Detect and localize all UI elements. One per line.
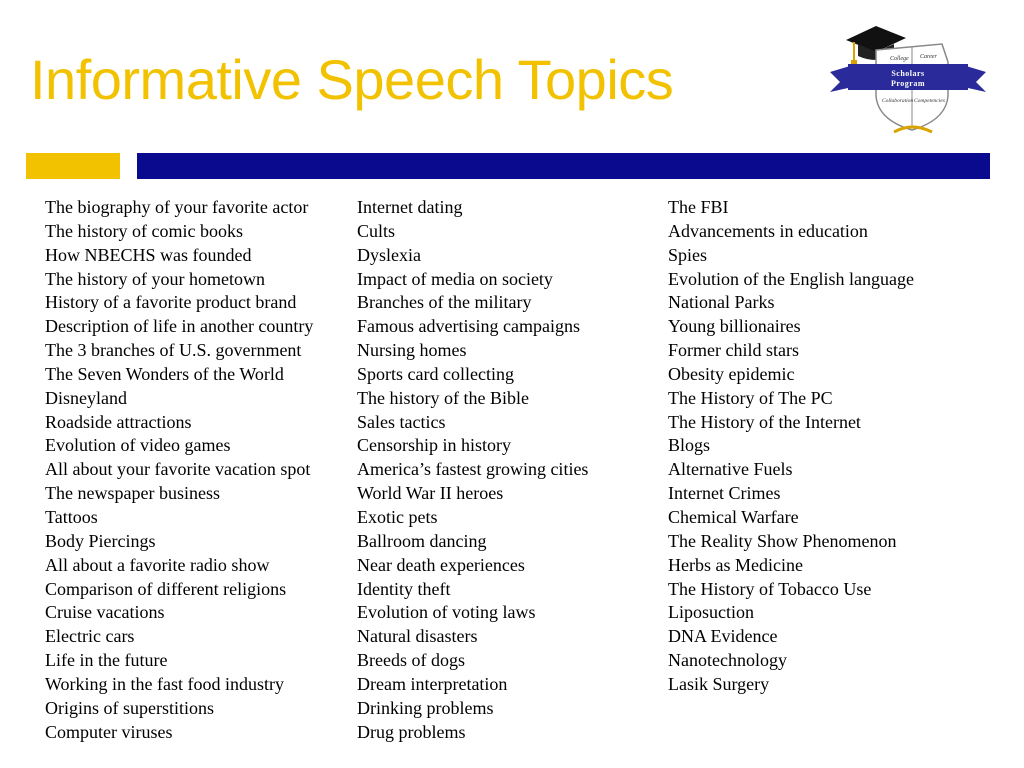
topic-item: Chemical Warfare [668, 506, 799, 527]
topic-item: World War II heroes [357, 483, 504, 504]
topic-item: The history of your hometown [45, 268, 265, 289]
logo-banner-line1: Scholars [891, 69, 925, 78]
topic-item: Evolution of the English language [668, 268, 914, 289]
topic-item: Famous advertising campaigns [357, 316, 580, 337]
topic-item: Sports card collecting [357, 363, 514, 384]
topic-item: Cruise vacations [45, 602, 165, 623]
topic-item: Dream interpretation [357, 673, 508, 694]
topic-item: Drinking problems [357, 697, 494, 718]
topic-item: Internet dating [357, 197, 463, 217]
topic-item: Former child stars [668, 340, 799, 361]
topic-item: The Seven Wonders of the World [45, 363, 284, 384]
topic-item: The Reality Show Phenomenon [668, 530, 897, 551]
topic-item: The History of The PC [668, 387, 833, 408]
topic-item: Working in the fast food industry [45, 673, 285, 694]
topic-column-1 [45, 196, 313, 744]
topic-item: Liposuction [668, 602, 754, 623]
logo-college-label: College [890, 56, 909, 62]
topic-item: The History of Tobacco Use [668, 578, 872, 599]
topic-item: Impact of media on society [357, 268, 553, 289]
topic-item: Ballroom dancing [357, 530, 487, 551]
topic-item: Internet Crimes [668, 483, 781, 504]
topic-item: America’s fastest growing cities [357, 459, 589, 480]
topic-item: Herbs as Medicine [668, 554, 803, 575]
accent-bar [26, 153, 120, 179]
topic-item: Roadside attractions [45, 411, 192, 432]
logo-banner-line2: Program [890, 79, 926, 88]
topic-item: Cults [357, 220, 396, 241]
topic-item: Nursing homes [357, 340, 467, 361]
topic-item: The History of the Internet [668, 411, 861, 432]
topic-item: Young billionaires [668, 316, 801, 337]
topic-item: Sales tactics [357, 411, 446, 432]
topic-item: Electric cars [45, 626, 135, 647]
topic-item: History of a favorite product brand [45, 292, 297, 313]
topic-column-2 [357, 196, 588, 744]
topic-item: Computer viruses [45, 721, 173, 742]
topic-item: Comparison of different religions [45, 578, 287, 599]
topic-item: Identity theft [357, 578, 451, 599]
topic-item: Spies [668, 244, 708, 265]
topic-item: The history of the Bible [357, 387, 529, 408]
topic-item: Obesity epidemic [668, 363, 795, 384]
topic-item: Censorship in history [357, 435, 512, 456]
topic-item: Drug problems [357, 721, 466, 742]
topic-item: Exotic pets [357, 506, 438, 527]
logo-competencies-label: Competencies [914, 98, 945, 104]
topic-item: Origins of superstitions [45, 697, 214, 718]
topic-item: Nanotechnology [668, 650, 787, 671]
topic-item: Tattoos [45, 506, 98, 527]
topic-item: Evolution of voting laws [357, 602, 536, 623]
scholars-program-logo [824, 22, 992, 144]
topic-item: DNA Evidence [668, 626, 778, 647]
topic-item: Breeds of dogs [357, 650, 465, 671]
topic-item: National Parks [668, 292, 775, 313]
topic-column-3 [668, 196, 914, 697]
topic-item: Branches of the military [357, 292, 532, 313]
topic-item: The newspaper business [45, 483, 220, 504]
logo-collaboration-label: Collaboration [882, 98, 914, 104]
topic-item: The FBI [668, 197, 729, 217]
topic-item: The biography of your favorite actor [45, 197, 309, 217]
topic-item: Description of life in another country [45, 316, 314, 337]
topic-item: How NBECHS was founded [45, 244, 252, 265]
logo-career-label: Career [920, 54, 937, 60]
topic-item: Disneyland [45, 387, 127, 408]
topic-item: Blogs [668, 435, 711, 456]
topic-item: Natural disasters [357, 626, 478, 647]
topic-item: Life in the future [45, 650, 168, 671]
topic-item: Evolution of video games [45, 435, 231, 456]
topic-item: Near death experiences [357, 554, 525, 575]
topic-item: All about your favorite vacation spot [45, 459, 311, 480]
topic-item: The 3 branches of U.S. government [45, 340, 302, 361]
topic-item: The history of comic books [45, 220, 243, 241]
topic-item: Dyslexia [357, 244, 421, 265]
topic-item: Body Piercings [45, 530, 156, 551]
topic-item: Lasik Surgery [668, 673, 770, 694]
topic-item: Alternative Fuels [668, 459, 793, 480]
page-title: Informative Speech Topics [30, 48, 674, 111]
topic-item: All about a favorite radio show [45, 554, 270, 575]
topic-item: Advancements in education [668, 220, 868, 241]
header-divider-bar [137, 153, 990, 179]
